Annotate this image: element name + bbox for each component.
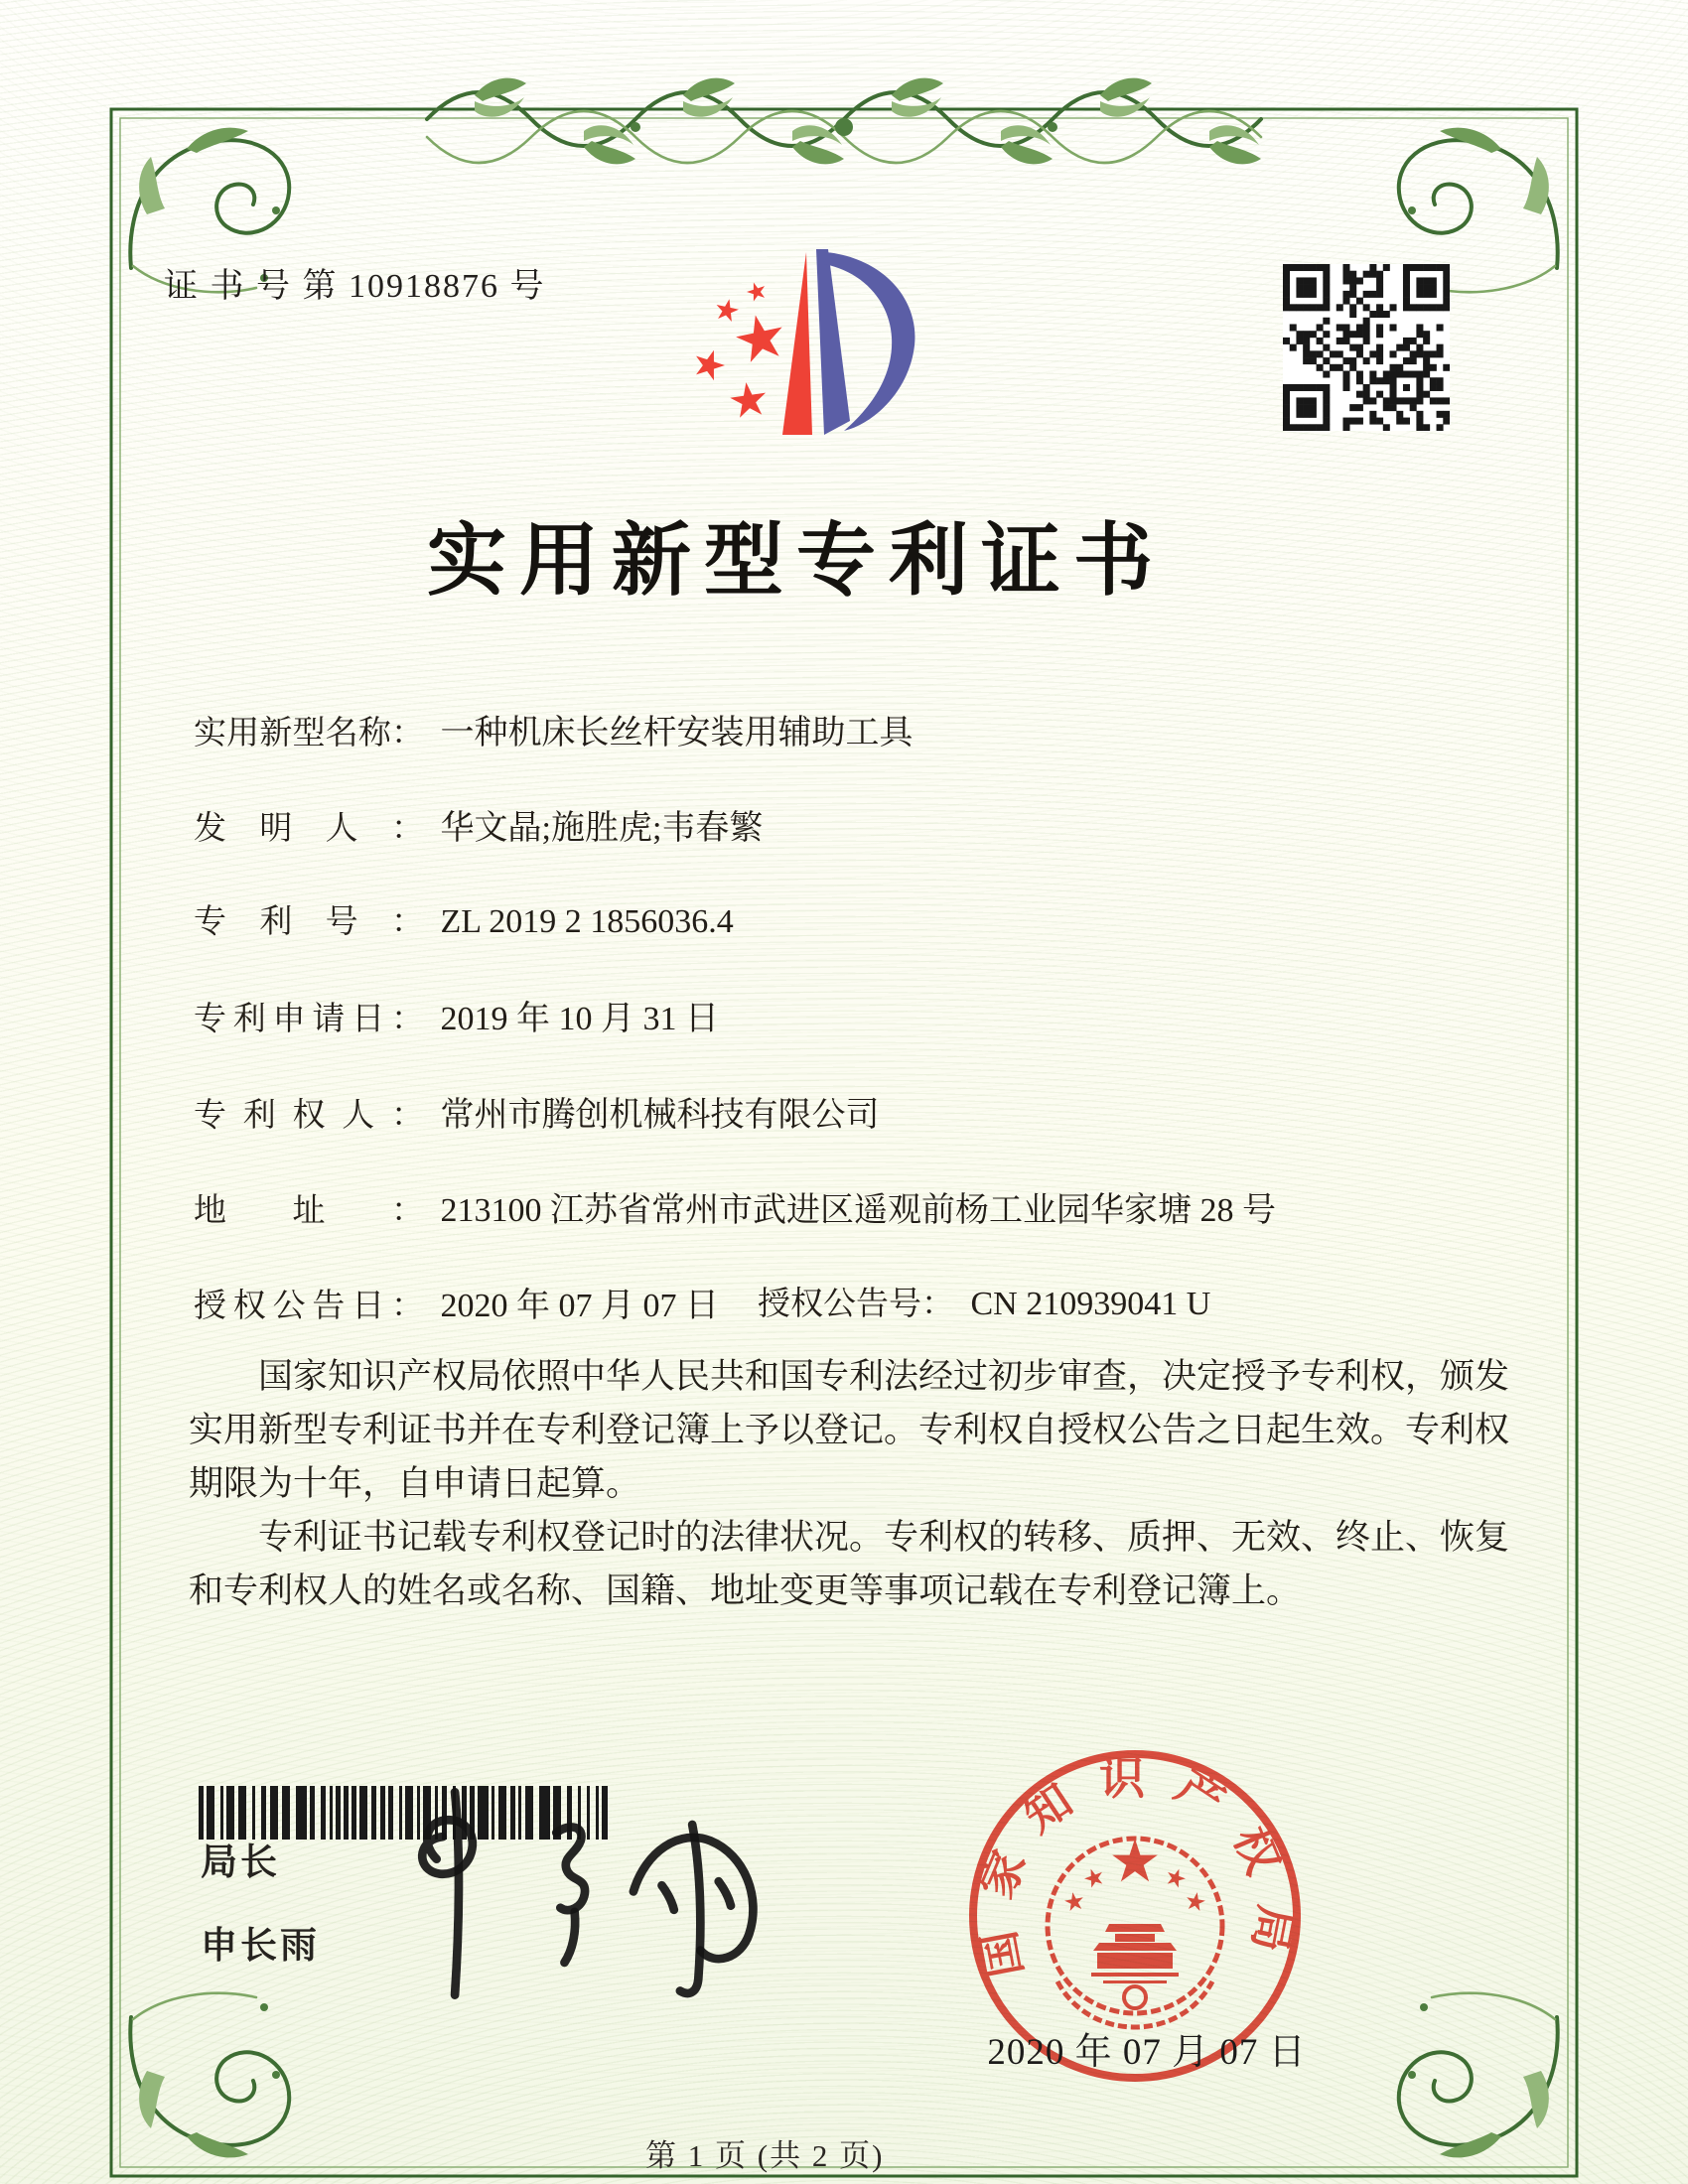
field-label: 专利权人： <box>194 1098 424 1134</box>
field-row-filing-date <box>194 991 719 1039</box>
seal-circular-text: 国家知识产权局 <box>968 1752 1302 1981</box>
field-row-patentee <box>194 1087 880 1136</box>
field-label: 实用新型名称： <box>194 716 424 751</box>
page-number-footer: 第 1 页 (共 2 页) <box>645 2138 885 2173</box>
field-grant-no <box>758 1278 1210 1324</box>
field-row-address <box>194 1182 1276 1231</box>
field-label: 地址： <box>194 1193 424 1229</box>
field-value: 2019 年 10 月 31 日 <box>440 1001 719 1037</box>
field-label: 专利号： <box>194 904 424 940</box>
field-row-patent-no <box>194 895 734 942</box>
certificate-number: 证 书 号 第 10918876 号 <box>164 268 546 305</box>
cnipa-logo-icon <box>683 244 945 443</box>
field-value: 常州市腾创机械科技有限公司 <box>440 1097 880 1134</box>
field-value: 华文晶;施胜虎;韦春繁 <box>440 810 764 847</box>
field-row-inventor <box>194 800 763 849</box>
field-label: 授权公告日： <box>194 1289 424 1324</box>
field-value: ZL 2019 2 1856036.4 <box>440 903 734 940</box>
field-row-grant <box>194 1278 1211 1326</box>
field-label: 发明人： <box>194 811 424 847</box>
director-title-label: 局长 <box>201 1842 280 1882</box>
field-row-name <box>194 705 914 753</box>
field-value: 213100 江苏省常州市武进区遥观前杨工业园华家塘 28 号 <box>440 1192 1276 1229</box>
qr-code <box>1283 264 1450 431</box>
legal-text-block <box>189 1350 1509 1618</box>
field-label: 专利申请日： <box>194 1002 424 1037</box>
director-signature <box>357 1780 824 2013</box>
national-emblem-icon <box>1048 1839 1222 2027</box>
seal-date: 2020 年 07 月 07 日 <box>987 2032 1307 2073</box>
field-value: 一种机床长丝杆安装用辅助工具 <box>440 715 914 751</box>
field-value: 2020 年 07 月 07 日 <box>440 1288 719 1324</box>
body-paragraph-2: 专利证书记载专利权登记时的法律状况。专利权的转移、质押、无效、终止、恢复和专利权人的姓名或名称、国籍、地址变更等事项记载在专利登记簿上。 <box>189 1518 1510 1610</box>
director-name-label: 申长雨 <box>201 1925 320 1966</box>
field-value: CN 210939041 U <box>970 1286 1211 1322</box>
body-paragraph-1: 国家知识产权局依照中华人民共和国专利法经过初步审查，决定授予专利权，颁发实用新型专利证书并在专利登记簿上予以登记。专利权自授权公告之日起生效。专利权期限为十年，自申请日起算。 <box>189 1357 1510 1503</box>
certificate-title: 实用新型专利证书 <box>427 518 1166 606</box>
field-label: 授权公告号： <box>758 1287 954 1322</box>
